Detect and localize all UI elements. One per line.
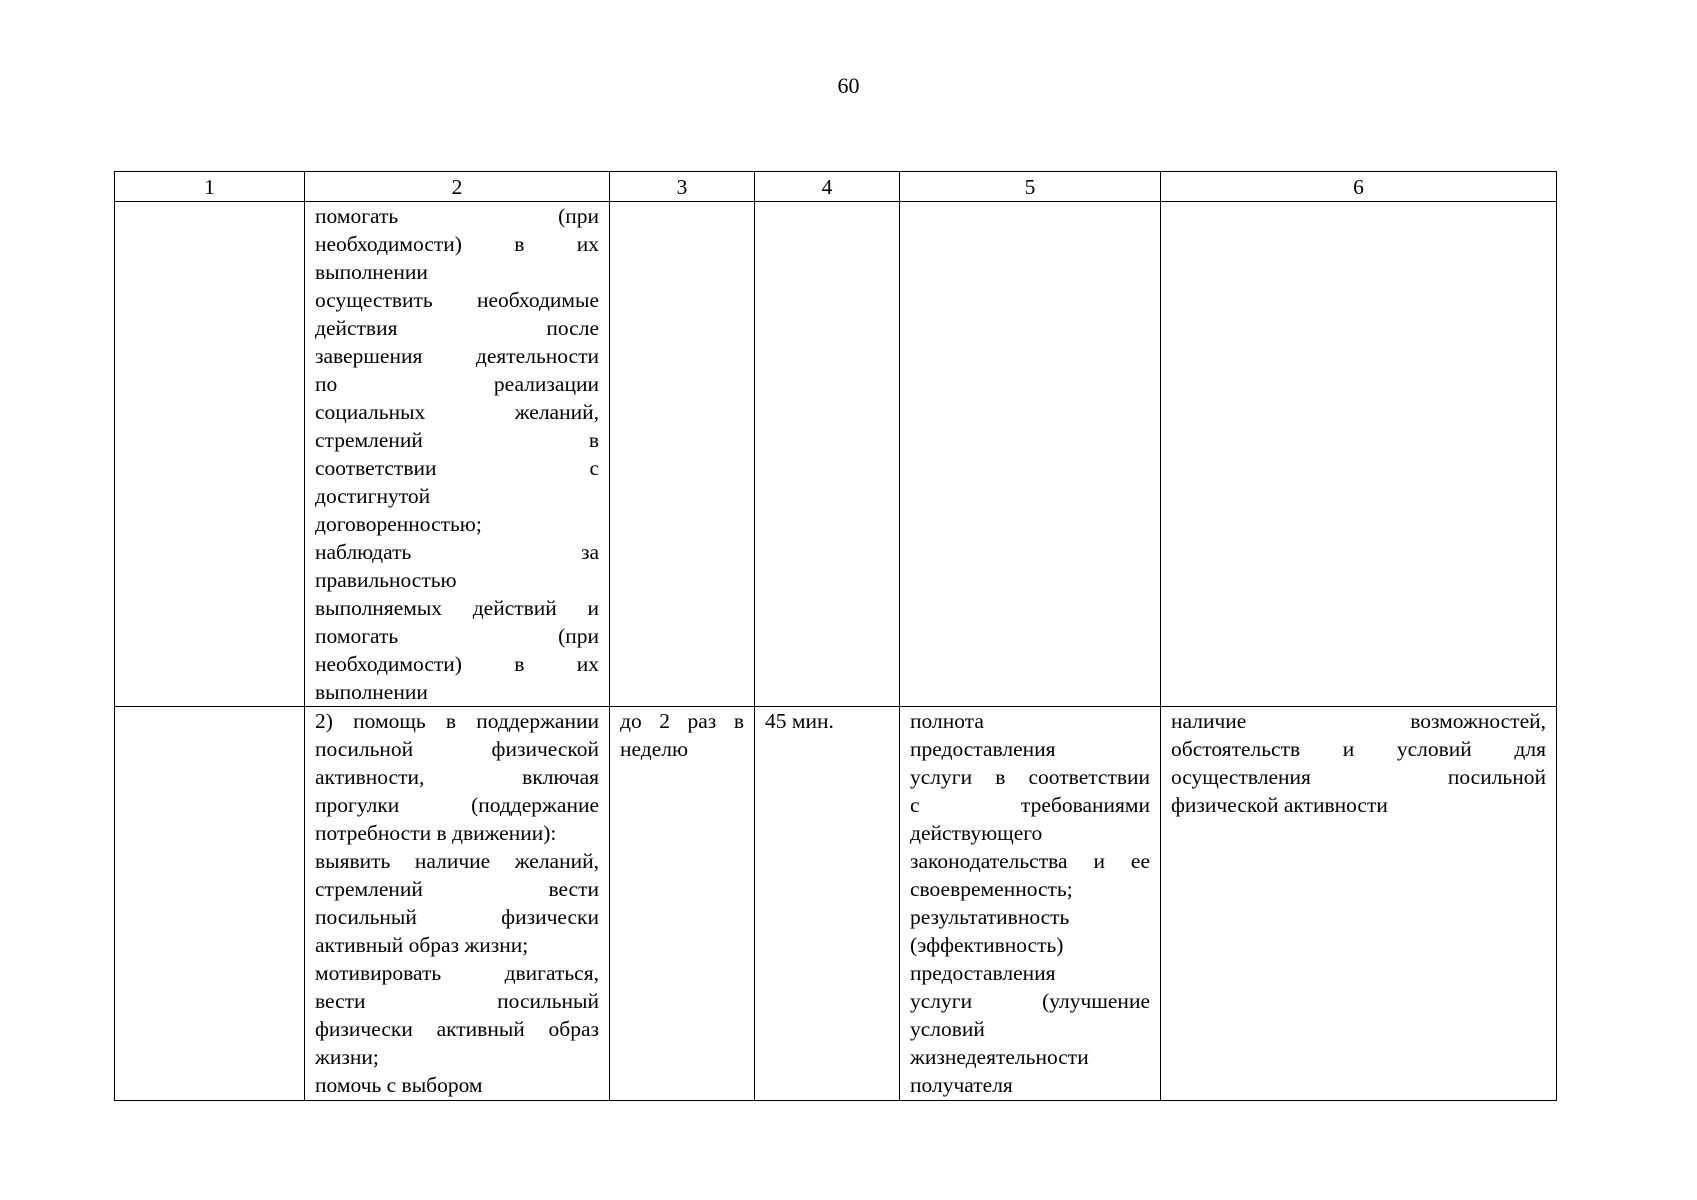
text-line: с требованиями xyxy=(910,793,1150,817)
header-row xyxy=(115,172,1557,202)
text-line: помочь с выбором xyxy=(315,1073,483,1097)
row2-col6-text xyxy=(1171,707,1546,819)
text-line: своевременность; xyxy=(910,877,1073,901)
header-col-6: 6 xyxy=(1161,172,1557,202)
text-line: неделю xyxy=(620,737,689,761)
text-line: осуществления посильной xyxy=(1171,765,1546,789)
row2-col1 xyxy=(115,707,305,1101)
row2-col2-text xyxy=(315,707,599,1099)
text-line: жизни; xyxy=(315,1045,379,1069)
text-line: потребности в движении): xyxy=(315,821,557,845)
row1-col5 xyxy=(900,202,1161,707)
text-line: активный образ жизни; xyxy=(315,933,529,957)
text-line: 2) помощь в поддержании xyxy=(315,709,599,733)
text-line: услуги в соответствии xyxy=(910,765,1150,789)
text-line: выполняемых действий и xyxy=(315,596,599,620)
header-col-4: 4 xyxy=(755,172,900,202)
row1-col6 xyxy=(1161,202,1557,707)
text-line: социальных желаний, xyxy=(315,400,599,424)
text-line: необходимости) в их xyxy=(315,652,599,676)
text-line: выявить наличие желаний, xyxy=(315,849,599,873)
row1-col3 xyxy=(610,202,755,707)
text-line: условий xyxy=(910,1017,985,1041)
text-line: жизнедеятельности xyxy=(910,1045,1089,1069)
text-line: помогать (при xyxy=(315,204,599,228)
text-line: стремлений в xyxy=(315,428,599,452)
text-line: наличие возможностей, xyxy=(1171,709,1546,733)
text-line: помогать (при xyxy=(315,624,599,648)
text-line: до 2 раз в xyxy=(620,709,744,733)
row1-col1 xyxy=(115,202,305,707)
table-row xyxy=(115,202,1557,707)
text-line: результативность xyxy=(910,905,1070,929)
text-line: посильной физической xyxy=(315,737,599,761)
text-line: осуществить необходимые xyxy=(315,288,599,312)
row1-col4 xyxy=(755,202,900,707)
text-line: выполнении xyxy=(315,680,428,704)
header-col-3: 3 xyxy=(610,172,755,202)
text-line: договоренностью; xyxy=(315,512,482,536)
text-line: предоставления xyxy=(910,737,1056,761)
text-line: физической активности xyxy=(1171,793,1388,817)
header-col-5: 5 xyxy=(900,172,1161,202)
header-col-1: 1 xyxy=(115,172,305,202)
table-row xyxy=(115,707,1557,1101)
row2-col3-text xyxy=(620,707,744,763)
row2-col5-text xyxy=(910,707,1150,1099)
text-line: правильностью xyxy=(315,568,457,592)
text-line: наблюдать за xyxy=(315,540,599,564)
text-line: стремлений вести xyxy=(315,877,599,901)
row2-col4-text: 45 мин. xyxy=(765,709,834,733)
text-line: достигнутой xyxy=(315,484,431,508)
text-line: полнота xyxy=(910,709,984,733)
text-line: предоставления xyxy=(910,961,1056,985)
text-line: законодательства и ее xyxy=(910,849,1150,873)
text-line: мотивировать двигаться, xyxy=(315,961,599,985)
text-line: получателя xyxy=(910,1073,1013,1097)
row2-col3 xyxy=(610,707,755,1101)
text-line: физически активный образ xyxy=(315,1017,599,1041)
header-col-2: 2 xyxy=(305,172,610,202)
text-line: действия после xyxy=(315,316,599,340)
text-line: активности, включая xyxy=(315,765,599,789)
text-line: действующего xyxy=(910,821,1043,845)
text-line: необходимости) в их xyxy=(315,232,599,256)
text-line: (эффективность) xyxy=(910,933,1064,957)
text-line: соответствии с xyxy=(315,456,599,480)
services-table xyxy=(114,171,1557,1101)
page-number: 60 xyxy=(837,73,860,98)
row2-col6 xyxy=(1161,707,1557,1101)
text-line: прогулки (поддержание xyxy=(315,793,599,817)
text-line: обстоятельств и условий для xyxy=(1171,737,1546,761)
row2-col2 xyxy=(305,707,610,1101)
row2-col5 xyxy=(900,707,1161,1101)
text-line: завершения деятельности xyxy=(315,344,599,368)
text-line: вести посильный xyxy=(315,989,599,1013)
row1-col2-text xyxy=(315,202,599,706)
text-line: посильный физически xyxy=(315,905,599,929)
text-line: выполнении xyxy=(315,260,428,284)
row2-col4 xyxy=(755,707,900,1101)
text-line: по реализации xyxy=(315,372,599,396)
text-line: услуги (улучшение xyxy=(910,989,1150,1013)
row1-col2 xyxy=(305,202,610,707)
